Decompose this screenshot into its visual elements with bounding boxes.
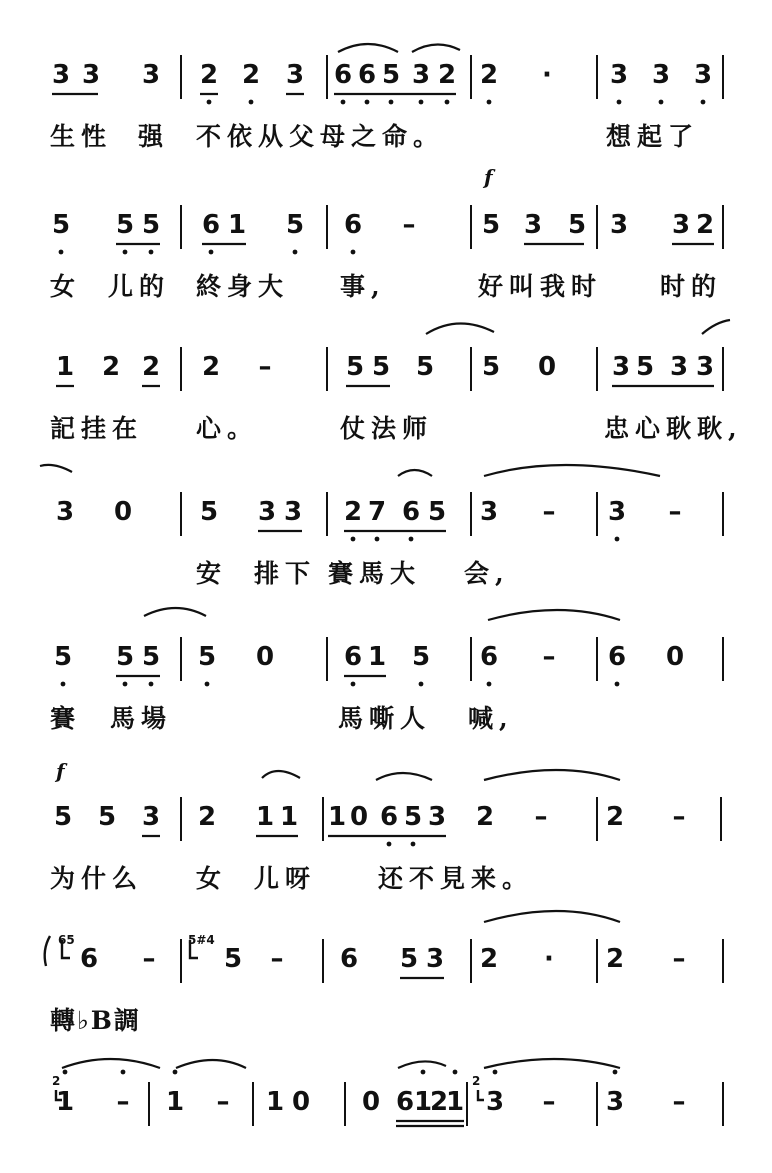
key-change-label: 轉♭B調 (50, 1006, 141, 1035)
note: 5 (51, 210, 71, 240)
note: 3 (651, 60, 671, 90)
lyric: 想起了 (606, 122, 700, 151)
lyrics-row (0, 117, 772, 157)
lyric: 排下 (254, 559, 317, 588)
note: 3 (479, 497, 499, 527)
lyric: 会, (464, 559, 510, 588)
note: 0 (255, 642, 275, 672)
note: 3 (693, 60, 713, 90)
note: 1 (445, 1087, 465, 1117)
note: 5 (403, 802, 423, 832)
lyric: 事, (340, 272, 386, 301)
barline (722, 205, 724, 249)
barline (326, 55, 328, 99)
note: 2 (605, 944, 625, 974)
lyric: 不依从父母之命。 (196, 122, 445, 151)
note: 6 (379, 802, 399, 832)
note: 6 (479, 642, 499, 672)
barline (326, 205, 328, 249)
dynamic-marking: f (56, 759, 65, 783)
note: · (542, 60, 552, 90)
barline (596, 1082, 598, 1126)
note: 6 (357, 60, 377, 90)
lyric: 賽 (50, 704, 82, 733)
notes-row (0, 797, 772, 837)
note: 0 (113, 497, 133, 527)
note: 0 (361, 1087, 381, 1117)
note: – (142, 944, 156, 974)
note: – (216, 1087, 230, 1117)
note: 3 (611, 352, 631, 382)
note: 7 (367, 497, 387, 527)
note: · (544, 944, 554, 974)
note: 5 (197, 642, 217, 672)
note: 6 (201, 210, 221, 240)
barline (470, 492, 472, 536)
note: 2 (201, 352, 221, 382)
note: 3 (411, 60, 431, 90)
lyric: 馬嘶人 (338, 704, 432, 733)
note: – (402, 210, 416, 240)
note: 5 (141, 210, 161, 240)
note: 1 (413, 1087, 433, 1117)
note: 6 (607, 642, 627, 672)
note: 5 (399, 944, 419, 974)
notes-row (0, 347, 772, 387)
notes-row (0, 637, 772, 677)
note: 2 (199, 60, 219, 90)
note: 3 (55, 497, 75, 527)
barline (722, 939, 724, 983)
note: 6 (395, 1087, 415, 1117)
note: 3 (607, 497, 627, 527)
note: 0 (291, 1087, 311, 1117)
lyric: 强 (138, 122, 170, 151)
note: 5 (481, 210, 501, 240)
lyric: 仗法师 (340, 414, 434, 443)
notes-row (0, 933, 772, 979)
note: – (534, 802, 548, 832)
note: 3 (141, 60, 161, 90)
note: 1 (165, 1087, 185, 1117)
note: – (672, 802, 686, 832)
barline (148, 1082, 150, 1126)
lyric: 喊, (468, 704, 514, 733)
note: 1 (55, 352, 75, 382)
note: 3 (427, 802, 447, 832)
lyric: 馬場 (110, 704, 173, 733)
note: 5 (415, 352, 435, 382)
barline (180, 205, 182, 249)
barline (722, 1082, 724, 1126)
lyrics-row (0, 699, 772, 739)
note: 2 (479, 60, 499, 90)
barline (180, 492, 182, 536)
lyric: 記挂在 (50, 414, 144, 443)
lyrics-row (0, 267, 772, 307)
barline (470, 347, 472, 391)
lyrics-row (0, 859, 772, 899)
note: 3 (285, 60, 305, 90)
note: 1 (279, 802, 299, 832)
lyric: 好叫我时 (478, 272, 603, 301)
lyrics-row (0, 1001, 772, 1041)
note: 5 (481, 352, 501, 382)
barline (720, 797, 722, 841)
note: 1 (227, 210, 247, 240)
lyric: 女 (50, 272, 82, 301)
note: 3 (81, 60, 101, 90)
grace-note: 5#4 (188, 933, 215, 947)
note: 1 (367, 642, 387, 672)
note: 5 (411, 642, 431, 672)
grace-note: 2 (472, 1074, 481, 1088)
note: 5 (427, 497, 447, 527)
note: 5 (53, 802, 73, 832)
barline (326, 637, 328, 681)
lyric: 为什么 (50, 864, 144, 893)
note: 2 (429, 1087, 449, 1117)
note: 3 (425, 944, 445, 974)
note: 3 (609, 210, 629, 240)
note: 5 (223, 944, 243, 974)
lyric: 女 (196, 864, 228, 893)
note: 3 (257, 497, 277, 527)
barline (180, 939, 182, 983)
lyric: 安 (196, 559, 228, 588)
barline (722, 347, 724, 391)
note: 0 (349, 802, 369, 832)
note: 3 (609, 60, 629, 90)
note: 2 (695, 210, 715, 240)
note: 2 (475, 802, 495, 832)
note: 5 (567, 210, 587, 240)
notes-row (0, 1074, 772, 1122)
barline (596, 939, 598, 983)
note: 5 (285, 210, 305, 240)
barline (322, 939, 324, 983)
note: – (542, 497, 556, 527)
notes-row (0, 55, 772, 95)
lyric: 心。 (196, 414, 259, 443)
note: 2 (343, 497, 363, 527)
barline (344, 1082, 346, 1126)
note: 5 (345, 352, 365, 382)
note: 5 (381, 60, 401, 90)
note: – (542, 1087, 556, 1117)
barline (180, 55, 182, 99)
note: 6 (401, 497, 421, 527)
note: 5 (371, 352, 391, 382)
barline (596, 347, 598, 391)
note: 2 (437, 60, 457, 90)
barline (326, 492, 328, 536)
barline (180, 797, 182, 841)
barline (322, 797, 324, 841)
note: – (668, 497, 682, 527)
notes-row (0, 205, 772, 245)
note: – (672, 944, 686, 974)
note: 6 (343, 642, 363, 672)
barline (252, 1082, 254, 1126)
note: 2 (101, 352, 121, 382)
note: 2 (141, 352, 161, 382)
barline (180, 347, 182, 391)
note: 6 (339, 944, 359, 974)
barline (722, 492, 724, 536)
note: 2 (479, 944, 499, 974)
dynamic-marking: f (484, 165, 493, 189)
note: 1 (255, 802, 275, 832)
barline (722, 55, 724, 99)
barline (596, 55, 598, 99)
note: 5 (115, 210, 135, 240)
note: 3 (51, 60, 71, 90)
lyrics-row (0, 409, 772, 449)
note: 3 (695, 352, 715, 382)
lyric: 終身大 (196, 272, 290, 301)
barline (596, 205, 598, 249)
note: 5 (97, 802, 117, 832)
note: – (258, 352, 272, 382)
note: 5 (115, 642, 135, 672)
note: – (542, 642, 556, 672)
note: – (116, 1087, 130, 1117)
barline (596, 797, 598, 841)
note: 5 (141, 642, 161, 672)
barline (180, 637, 182, 681)
note: 0 (665, 642, 685, 672)
barline (470, 205, 472, 249)
barline (596, 492, 598, 536)
grace-note: 65 (58, 933, 75, 947)
note: 0 (537, 352, 557, 382)
note: 3 (523, 210, 543, 240)
note: – (270, 944, 284, 974)
note: 2 (605, 802, 625, 832)
note: 1 (327, 802, 347, 832)
grace-note: 2 (52, 1074, 61, 1088)
barline (596, 637, 598, 681)
barline (470, 637, 472, 681)
lyric: 还不見来。 (378, 864, 534, 893)
lyric: 儿的 (108, 272, 171, 301)
barline (326, 347, 328, 391)
note: 3 (141, 802, 161, 832)
note: 3 (669, 352, 689, 382)
note: 1 (55, 1087, 75, 1117)
lyric: 时的 (660, 272, 723, 301)
lyrics-row (0, 554, 772, 594)
note: 2 (241, 60, 261, 90)
barline (466, 1082, 468, 1126)
note: 1 (265, 1087, 285, 1117)
note: 3 (605, 1087, 625, 1117)
lyric: 忠心耿耿, (604, 414, 743, 443)
lyric: 賽馬大 (328, 559, 422, 588)
note: 5 (635, 352, 655, 382)
barline (722, 637, 724, 681)
note: 3 (671, 210, 691, 240)
barline (470, 55, 472, 99)
note: – (672, 1087, 686, 1117)
note: 5 (199, 497, 219, 527)
note: 2 (197, 802, 217, 832)
note: 6 (343, 210, 363, 240)
note: 6 (79, 944, 99, 974)
note: 5 (53, 642, 73, 672)
barline (470, 939, 472, 983)
lyric: 生性 (50, 122, 113, 151)
notes-row (0, 492, 772, 532)
note: 6 (333, 60, 353, 90)
lyric: 儿呀 (254, 864, 317, 893)
note: 3 (283, 497, 303, 527)
note: 3 (485, 1087, 505, 1117)
